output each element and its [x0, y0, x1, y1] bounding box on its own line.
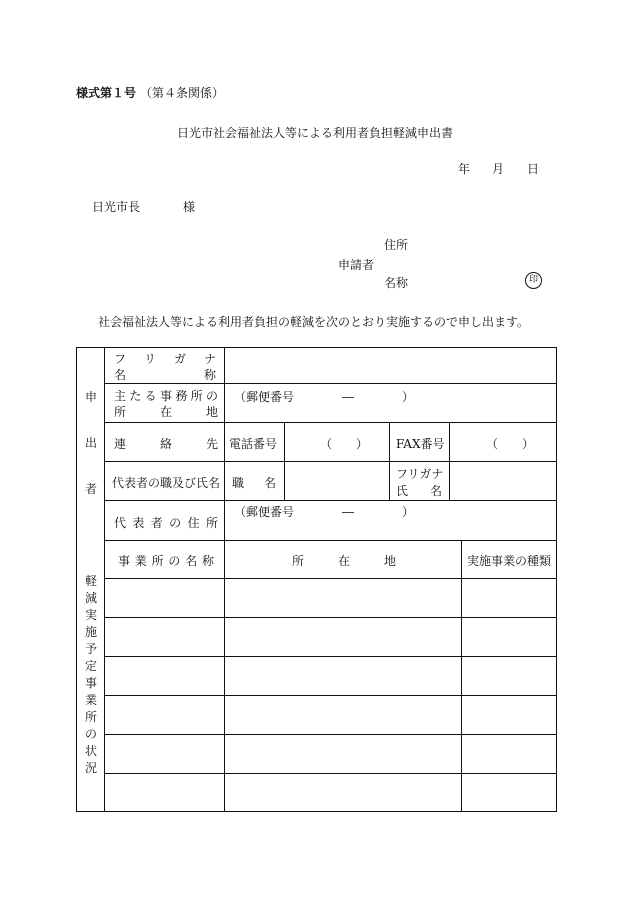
- rep-furigana-label: フリガナ: [396, 467, 444, 481]
- rep-postal-code-field[interactable]: （郵便番号 ― ）: [234, 505, 415, 519]
- fax-field[interactable]: （ ）: [486, 437, 535, 451]
- section-offices-label: 軽 減 実 施 予 定 事 業 所 の 状 況: [84, 574, 97, 775]
- date-year-label: 年: [458, 162, 471, 176]
- applicant-address-label: 住所: [384, 238, 409, 252]
- addressee-honorific: 様: [183, 200, 196, 214]
- contact-label: 連 絡 先: [114, 437, 218, 451]
- document-title: 日光市社会福祉法人等による利用者負担軽減申出書: [176, 126, 453, 140]
- rep-title-label: 代表者の職及び氏名: [112, 476, 221, 490]
- position-label: 職 名: [232, 476, 276, 490]
- seal-mark: 印: [525, 272, 542, 289]
- addressee-mayor: 日光市長: [92, 200, 141, 214]
- col-header-office-name: 事 業 所 の 名 称: [118, 554, 214, 568]
- phone-label: 電話番号: [229, 437, 278, 451]
- section-applicant-label: 申 出 者: [84, 390, 97, 496]
- main-office-label-line1: 主 た る 事 務 所 の: [114, 389, 218, 403]
- applicant-name-label: 名称: [384, 276, 409, 290]
- furigana-label: フ リ ガ ナ: [114, 352, 216, 366]
- applicant-label: 申請者: [338, 258, 375, 272]
- main-office-label-line2: 所 在 地: [114, 405, 218, 419]
- date-month-label: 月: [492, 162, 505, 176]
- statement-text: 社会福祉法人等による利用者負担の軽減を次のとおり実施するので申し出ます。: [98, 315, 530, 329]
- name-label: 名 称: [114, 368, 216, 382]
- postal-code-field[interactable]: （郵便番号 ― ）: [234, 390, 415, 404]
- rep-address-label: 代 表 者 の 住 所: [114, 516, 218, 530]
- phone-field[interactable]: （ ）: [320, 437, 369, 451]
- fax-label: FAX番号: [396, 437, 445, 451]
- date-day-label: 日: [527, 162, 540, 176]
- form-relation: （第４条関係）: [140, 86, 225, 100]
- rep-name-label: 氏 名: [396, 484, 442, 498]
- col-header-service-type: 実施事業の種類: [467, 554, 552, 568]
- form-number: 様式第１号: [76, 86, 137, 100]
- col-header-location: 所 在 地: [292, 554, 396, 568]
